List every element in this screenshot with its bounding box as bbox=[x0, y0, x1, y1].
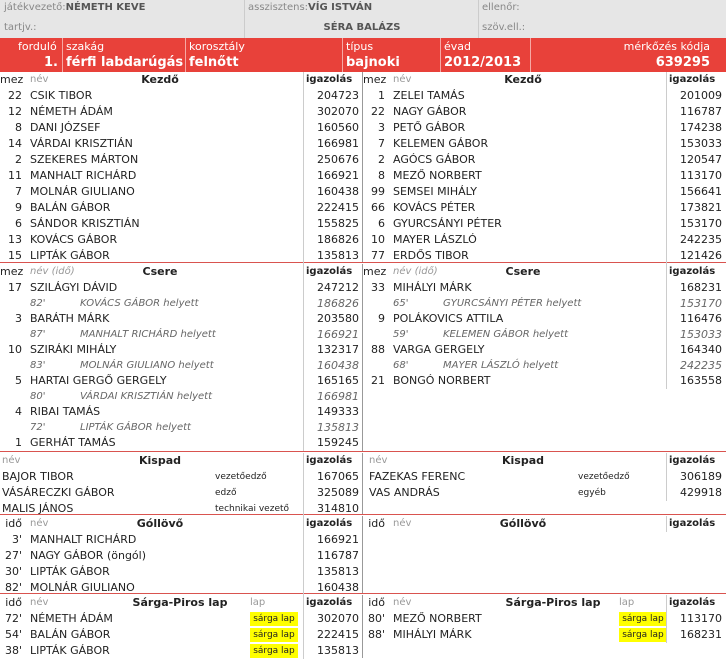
replaced-player: MANHALT RICHÁRD helyett bbox=[80, 329, 216, 340]
license-id: 164340 bbox=[666, 342, 724, 358]
table-row bbox=[363, 136, 726, 152]
license-id: 302070 bbox=[303, 104, 361, 120]
license-id: 160438 bbox=[303, 184, 361, 200]
replaced-license-id: 135813 bbox=[303, 420, 361, 435]
scorer-name: NAGY GÁBOR (öngól) bbox=[30, 549, 147, 562]
table-row bbox=[0, 532, 363, 548]
license-id: 166921 bbox=[303, 532, 361, 548]
table-row bbox=[363, 200, 726, 216]
section-title: Sárga-Piros lap bbox=[132, 596, 228, 609]
card-time: 54' bbox=[4, 628, 22, 641]
license-id: 120547 bbox=[666, 152, 724, 168]
table-row bbox=[0, 248, 363, 264]
player-name: NÉMETH ÁDÁM bbox=[30, 105, 113, 118]
table-row bbox=[0, 136, 363, 152]
table-row bbox=[363, 627, 726, 643]
substitutes-section bbox=[0, 264, 726, 452]
substitution-detail bbox=[0, 389, 363, 404]
replaced-player: VÁRDAI KRISZTIÁN helyett bbox=[80, 391, 213, 402]
replaced-license-id: 242235 bbox=[666, 358, 724, 373]
card-time: 88' bbox=[367, 628, 385, 641]
table-row bbox=[363, 168, 726, 184]
substitution-detail bbox=[0, 358, 363, 373]
license-id: 247212 bbox=[303, 280, 361, 296]
player-name: GERHÁT TAMÁS bbox=[30, 436, 116, 449]
staff-role: vezetőedző bbox=[578, 472, 630, 482]
replaced-license-id: 166921 bbox=[303, 327, 361, 342]
license-id: 160438 bbox=[303, 580, 361, 596]
staff-name: BAJOR TIBOR bbox=[2, 470, 74, 483]
table-row bbox=[363, 280, 726, 296]
sport-value: férfi labdarúgás bbox=[66, 55, 184, 70]
table-row bbox=[0, 168, 363, 184]
match-info-bar bbox=[0, 38, 726, 72]
license-id: 153170 bbox=[666, 216, 724, 232]
player-name: NAGY GÁBOR bbox=[393, 105, 467, 118]
license-id: 302070 bbox=[303, 611, 361, 627]
table-row bbox=[363, 120, 726, 136]
staff-role: edző bbox=[215, 488, 237, 498]
replaced-player: MOLNÁR GIULIANO helyett bbox=[80, 360, 214, 371]
round-value: 1. bbox=[44, 55, 58, 70]
away-starters: mez név Kezdő igazolás 1 ZELEI TAMÁS 201009 22 NAGY GÁBOR 116787 3 PETŐ GÁBOR 174238 7 KELEMEN GÁBOR 153033 2 AGÓCS GÁBOR 120547 8 MEZŐ NORBERT 113170 99 SEMSEI MIHÁLY 156641 66 KOVÁCS PÉTER 173821 6 GYURCSÁNYI PÉTER 153170 10 MAYER LÁSZLÓ 242235 77 ERDŐS TIBOR 121426 bbox=[363, 72, 726, 264]
sub-time: 65' bbox=[393, 298, 409, 309]
bench-section bbox=[0, 453, 726, 515]
away-subs: mez név (idő) Csere igazolás 33 MIHÁLYI MÁRK 168231 65' GYURCSÁNYI PÉTER helyett 153170 9 POLÁKOVICS ATTILA 116476 59' KELEMEN GÁBOR helyett 153033 88 VARGA GERGELY 164340 68' MAYER LÁSZLÓ helyett 242235 21 BONGÓ NORBERT 163558 bbox=[363, 264, 726, 389]
license-id: 174238 bbox=[666, 120, 724, 136]
replaced-player: KOVÁCS GÁBOR helyett bbox=[80, 298, 199, 309]
shirt-number: 1 bbox=[15, 436, 22, 449]
yellow-card-badge: sárga lap bbox=[250, 612, 298, 626]
table-row bbox=[363, 184, 726, 200]
license-id: 222415 bbox=[303, 200, 361, 216]
table-row bbox=[363, 342, 726, 358]
round-label: forduló bbox=[18, 40, 57, 53]
code-value: 639295 bbox=[655, 55, 710, 70]
table-row bbox=[0, 152, 363, 168]
player-name: AGÓCS GÁBOR bbox=[393, 153, 476, 166]
staff-name: MALIS JÁNOS bbox=[2, 502, 74, 515]
staff-role: technikai vezető bbox=[215, 504, 290, 514]
player-name: CSIK TIBOR bbox=[30, 89, 93, 102]
table-row bbox=[0, 485, 363, 501]
shirt-number: 77 bbox=[371, 249, 385, 262]
player-name: VARGA GERGELY bbox=[393, 343, 485, 356]
player-name: SÁNDOR KRISZTIÁN bbox=[30, 217, 140, 230]
table-row bbox=[0, 627, 363, 643]
player-name: KELEMEN GÁBOR bbox=[393, 137, 489, 150]
shirt-number: 22 bbox=[371, 105, 385, 118]
table-row bbox=[0, 469, 363, 485]
yellow-card-badge: sárga lap bbox=[250, 644, 298, 658]
section-title: Kispad bbox=[138, 454, 181, 467]
license-id: 132317 bbox=[303, 342, 361, 358]
table-row bbox=[0, 104, 363, 120]
sub-time: 82' bbox=[30, 298, 46, 309]
license-id: 173821 bbox=[666, 200, 724, 216]
table-row bbox=[363, 152, 726, 168]
season-value: 2012/2013 bbox=[444, 55, 522, 70]
shirt-number: 2 bbox=[15, 153, 22, 166]
table-row bbox=[0, 216, 363, 232]
table-row bbox=[0, 580, 363, 596]
license-id: 204723 bbox=[303, 88, 361, 104]
player-name: NÉMETH ÁDÁM bbox=[30, 612, 113, 625]
license-id: 116787 bbox=[303, 548, 361, 564]
referee: játékvezető:NÉMETH KEVE bbox=[4, 2, 146, 13]
shirt-number: 8 bbox=[378, 169, 385, 182]
table-row bbox=[0, 548, 363, 564]
shirt-number: 6 bbox=[15, 217, 22, 230]
license-id: 306189 bbox=[666, 469, 724, 485]
table-row bbox=[0, 611, 363, 627]
table-row bbox=[363, 311, 726, 327]
sub-time: 72' bbox=[30, 422, 46, 433]
license-id: 113170 bbox=[666, 168, 724, 184]
staff-name: VAS ANDRÁS bbox=[369, 486, 440, 499]
player-name: PETŐ GÁBOR bbox=[393, 121, 466, 134]
player-name: LIPTÁK GÁBOR bbox=[30, 644, 110, 657]
section-title: Csere bbox=[505, 265, 541, 278]
officials-header bbox=[0, 0, 726, 38]
sub-time: 87' bbox=[30, 329, 46, 340]
player-name: SEMSEI MIHÁLY bbox=[393, 185, 478, 198]
shirt-number: 10 bbox=[371, 233, 385, 246]
license-id: 165165 bbox=[303, 373, 361, 389]
observer-label: szöv.ell.: bbox=[482, 22, 526, 33]
license-id: 135813 bbox=[303, 248, 361, 264]
sub-time: 59' bbox=[393, 329, 409, 340]
sub-time: 83' bbox=[30, 360, 46, 371]
table-row bbox=[363, 469, 726, 485]
license-id: 250676 bbox=[303, 152, 361, 168]
goal-time: 27' bbox=[4, 549, 22, 562]
goal-time: 3' bbox=[11, 533, 22, 546]
shirt-number: 9 bbox=[15, 201, 22, 214]
player-name: KOVÁCS PÉTER bbox=[393, 201, 476, 214]
table-row bbox=[363, 88, 726, 104]
reserve-referee-label: tartjv.: bbox=[4, 22, 37, 33]
shirt-number: 22 bbox=[8, 89, 22, 102]
age-value: felnőtt bbox=[189, 55, 239, 70]
goal-time: 82' bbox=[4, 581, 22, 594]
replaced-license-id: 186826 bbox=[303, 296, 361, 311]
section-title: Csere bbox=[142, 265, 178, 278]
table-row bbox=[0, 280, 363, 296]
table-row bbox=[363, 485, 726, 501]
shirt-number: 9 bbox=[378, 312, 385, 325]
shirt-number: 5 bbox=[15, 374, 22, 387]
substitution-detail bbox=[0, 420, 363, 435]
shirt-number: 8 bbox=[15, 121, 22, 134]
shirt-number: 12 bbox=[8, 105, 22, 118]
substitution-detail bbox=[363, 358, 726, 373]
shirt-number: 11 bbox=[8, 169, 22, 182]
home-starters: mez név Kezdő igazolás 22 CSIK TIBOR 204723 12 NÉMETH ÁDÁM 302070 8 DANI JÓZSEF 160560 14 VÁRDAI KRISZTIÁN 166981 2 SZEKERES MÁRTON 250676 11 MANHALT RICHÁRD 166921 7 MOLNÁR GIULIANO 160438 9 BALÁN GÁBOR 222415 6 SÁNDOR KRISZTIÁN 155825 13 KOVÁCS GÁBOR 186826 15 LIPTÁK GÁBOR 135813 bbox=[0, 72, 363, 264]
player-name: BONGÓ NORBERT bbox=[393, 374, 491, 387]
assistant-2: SÉRA BALÁZS bbox=[323, 22, 401, 33]
license-id: 167065 bbox=[303, 469, 361, 485]
replaced-license-id: 153033 bbox=[666, 327, 724, 342]
card-time: 72' bbox=[4, 612, 22, 625]
license-id: 186826 bbox=[303, 232, 361, 248]
player-name: MIHÁLYI MÁRK bbox=[393, 628, 472, 641]
shirt-number: 6 bbox=[378, 217, 385, 230]
sub-time: 68' bbox=[393, 360, 409, 371]
shirt-number: 14 bbox=[8, 137, 22, 150]
table-row bbox=[363, 611, 726, 627]
player-name: MAYER LÁSZLÓ bbox=[393, 233, 477, 246]
player-name: SZIRÁKI MIHÁLY bbox=[30, 343, 117, 356]
table-row bbox=[0, 404, 363, 420]
replaced-license-id: 160438 bbox=[303, 358, 361, 373]
player-name: GYURCSÁNYI PÉTER bbox=[393, 217, 502, 230]
section-title: Góllövő bbox=[499, 517, 547, 530]
player-name: ZELEI TAMÁS bbox=[393, 89, 465, 102]
table-row bbox=[363, 373, 726, 389]
license-id: 242235 bbox=[666, 232, 724, 248]
section-title: Kezdő bbox=[504, 73, 542, 86]
staff-name: FAZEKAS FERENC bbox=[369, 470, 466, 483]
player-name: RIBAI TAMÁS bbox=[30, 405, 101, 418]
replaced-license-id: 166981 bbox=[303, 389, 361, 404]
assistant: asszisztens:VÍG ISTVÁN bbox=[248, 2, 373, 13]
section-title: Sárga-Piros lap bbox=[505, 596, 601, 609]
table-row bbox=[0, 342, 363, 358]
license-id: 160560 bbox=[303, 120, 361, 136]
shirt-number: 21 bbox=[371, 374, 385, 387]
home-bench: név Kispad igazolás BAJOR TIBOR vezetőedző 167065 VÁSÁRECZKI GÁBOR edző 325089 MALIS JÁNOS technikai vezető 314810 bbox=[0, 453, 363, 517]
scorer-name: MOLNÁR GIULIANO bbox=[30, 581, 135, 594]
license-id: 155825 bbox=[303, 216, 361, 232]
player-name: SZEKERES MÁRTON bbox=[30, 153, 139, 166]
license-id: 135813 bbox=[303, 564, 361, 580]
shirt-number: 10 bbox=[8, 343, 22, 356]
sub-time: 80' bbox=[30, 391, 46, 402]
shirt-number: 3 bbox=[15, 312, 22, 325]
away-goals: idő név Góllövő igazolás bbox=[363, 516, 726, 532]
table-row bbox=[0, 501, 363, 517]
license-id: 201009 bbox=[666, 88, 724, 104]
player-name: MIHÁLYI MÁRK bbox=[393, 281, 472, 294]
replaced-player: LIPTÁK GÁBOR helyett bbox=[80, 422, 191, 433]
table-row bbox=[0, 435, 363, 451]
card-time: 38' bbox=[4, 644, 22, 657]
player-name: BARÁTH MÁRK bbox=[30, 312, 110, 325]
license-id: 156641 bbox=[666, 184, 724, 200]
shirt-number: 7 bbox=[378, 137, 385, 150]
license-id: 325089 bbox=[303, 485, 361, 501]
goals-section bbox=[0, 516, 726, 594]
section-title: Kispad bbox=[501, 454, 544, 467]
away-cards: idő név Sárga-Piros lap lap igazolás 80' MEZŐ NORBERT sárga lap 113170 88' MIHÁLYI MÁRK sárga lap 168231 bbox=[363, 595, 726, 643]
section-title: Góllövő bbox=[136, 517, 184, 530]
replaced-license-id: 153170 bbox=[666, 296, 724, 311]
player-name: DANI JÓZSEF bbox=[30, 121, 101, 134]
substitution-detail bbox=[0, 327, 363, 342]
table-row bbox=[0, 564, 363, 580]
license-id: 222415 bbox=[303, 627, 361, 643]
yellow-card-badge: sárga lap bbox=[619, 612, 667, 626]
shirt-number: 4 bbox=[15, 405, 22, 418]
substitution-detail bbox=[363, 296, 726, 311]
replaced-player: GYURCSÁNYI PÉTER helyett bbox=[443, 298, 582, 309]
shirt-number: 99 bbox=[371, 185, 385, 198]
replaced-player: KELEMEN GÁBOR helyett bbox=[443, 329, 568, 340]
shirt-number: 3 bbox=[378, 121, 385, 134]
shirt-number: 2 bbox=[378, 153, 385, 166]
staff-role: vezetőedző bbox=[215, 472, 267, 482]
license-id: 159245 bbox=[303, 435, 361, 451]
player-name: BALÁN GÁBOR bbox=[30, 628, 111, 641]
season-label: évad bbox=[444, 40, 472, 53]
player-name: SZILÁGYI DÁVID bbox=[30, 281, 118, 294]
home-cards: idő név Sárga-Piros lap lap igazolás 72' NÉMETH ÁDÁM sárga lap 302070 54' BALÁN GÁBOR sárga lap 222415 38' LIPTÁK GÁBOR sárga lap 135813 bbox=[0, 595, 363, 659]
player-name: MEZŐ NORBERT bbox=[393, 169, 482, 182]
player-name: HARTAI GERGŐ GERGELY bbox=[30, 374, 167, 387]
goal-time: 30' bbox=[4, 565, 22, 578]
license-id: 163558 bbox=[666, 373, 724, 389]
sport-label: szakág bbox=[66, 40, 105, 53]
away-bench: név Kispad igazolás FAZEKAS FERENC vezetőedző 306189 VAS ANDRÁS egyéb 429918 bbox=[363, 453, 726, 501]
shirt-number: 17 bbox=[8, 281, 22, 294]
table-row bbox=[363, 216, 726, 232]
table-row bbox=[0, 184, 363, 200]
license-id: 203580 bbox=[303, 311, 361, 327]
player-name: KOVÁCS GÁBOR bbox=[30, 233, 118, 246]
replaced-player: MAYER LÁSZLÓ helyett bbox=[443, 360, 559, 371]
table-row bbox=[363, 104, 726, 120]
scorer-name: LIPTÁK GÁBOR bbox=[30, 565, 110, 578]
license-id: 149333 bbox=[303, 404, 361, 420]
substitution-detail bbox=[0, 296, 363, 311]
license-id: 166921 bbox=[303, 168, 361, 184]
table-row bbox=[363, 248, 726, 264]
type-value: bajnoki bbox=[346, 55, 400, 70]
shirt-number: 1 bbox=[378, 89, 385, 102]
table-row bbox=[0, 120, 363, 136]
yellow-card-badge: sárga lap bbox=[619, 628, 667, 642]
player-name: POLÁKOVICS ATTILA bbox=[393, 312, 504, 325]
table-row bbox=[363, 232, 726, 248]
table-row bbox=[0, 88, 363, 104]
license-id: 116787 bbox=[666, 104, 724, 120]
player-name: ERDŐS TIBOR bbox=[393, 249, 469, 262]
license-id: 168231 bbox=[666, 280, 724, 296]
scorer-name: MANHALT RICHÁRD bbox=[30, 533, 137, 546]
table-row bbox=[0, 311, 363, 327]
player-name: VÁRDAI KRISZTIÁN bbox=[30, 137, 133, 150]
license-id: 116476 bbox=[666, 311, 724, 327]
player-name: MANHALT RICHÁRD bbox=[30, 169, 137, 182]
yellow-card-badge: sárga lap bbox=[250, 628, 298, 642]
home-goals: idő név Góllövő igazolás 3' MANHALT RICHÁRD 166921 27' NAGY GÁBOR (öngól) 116787 30' LIPTÁK GÁBOR 135813 82' MOLNÁR GIULIANO 160438 bbox=[0, 516, 363, 596]
shirt-number: 7 bbox=[15, 185, 22, 198]
shirt-number: 15 bbox=[8, 249, 22, 262]
shirt-number: 33 bbox=[371, 281, 385, 294]
table-row bbox=[0, 373, 363, 389]
license-id: 314810 bbox=[303, 501, 361, 517]
staff-role: egyéb bbox=[578, 488, 606, 498]
license-id: 166981 bbox=[303, 136, 361, 152]
substitution-detail bbox=[363, 327, 726, 342]
section-title: Kezdő bbox=[141, 73, 179, 86]
player-name: MEZŐ NORBERT bbox=[393, 612, 482, 625]
starters-section bbox=[0, 72, 726, 263]
table-row bbox=[0, 232, 363, 248]
shirt-number: 88 bbox=[371, 343, 385, 356]
player-name: BALÁN GÁBOR bbox=[30, 201, 111, 214]
license-id: 121426 bbox=[666, 248, 724, 264]
license-id: 135813 bbox=[303, 643, 361, 659]
type-label: típus bbox=[346, 40, 374, 53]
license-id: 429918 bbox=[666, 485, 724, 501]
shirt-number: 13 bbox=[8, 233, 22, 246]
license-id: 168231 bbox=[666, 627, 724, 643]
staff-name: VÁSÁRECZKI GÁBOR bbox=[2, 486, 115, 499]
controller-label: ellenőr: bbox=[482, 2, 520, 13]
table-row bbox=[0, 200, 363, 216]
player-name: MOLNÁR GIULIANO bbox=[30, 185, 135, 198]
code-label: mérkőzés kódja bbox=[623, 40, 710, 53]
license-id: 113170 bbox=[666, 611, 724, 627]
table-row bbox=[0, 643, 363, 659]
shirt-number: 66 bbox=[371, 201, 385, 214]
age-label: korosztály bbox=[189, 40, 245, 53]
home-subs: mez név (idő) Csere igazolás 17 SZILÁGYI DÁVID 247212 82' KOVÁCS GÁBOR helyett 186826 3 BARÁTH MÁRK 203580 87' MANHALT RICHÁRD helyett 166921 10 SZIRÁKI MIHÁLY 132317 83' MOLNÁR GIULIANO helyett 160438 5 HARTAI GERGŐ GERGELY 165165 80' VÁRDAI KRISZTIÁN helyett 166981 4 RIBAI TAMÁS 149333 72' LIPTÁK GÁBOR helyett 135813 1 GERHÁT TAMÁS 159245 bbox=[0, 264, 363, 451]
player-name: LIPTÁK GÁBOR bbox=[30, 249, 110, 262]
cards-section bbox=[0, 595, 726, 658]
license-id: 153033 bbox=[666, 136, 724, 152]
card-time: 80' bbox=[367, 612, 385, 625]
